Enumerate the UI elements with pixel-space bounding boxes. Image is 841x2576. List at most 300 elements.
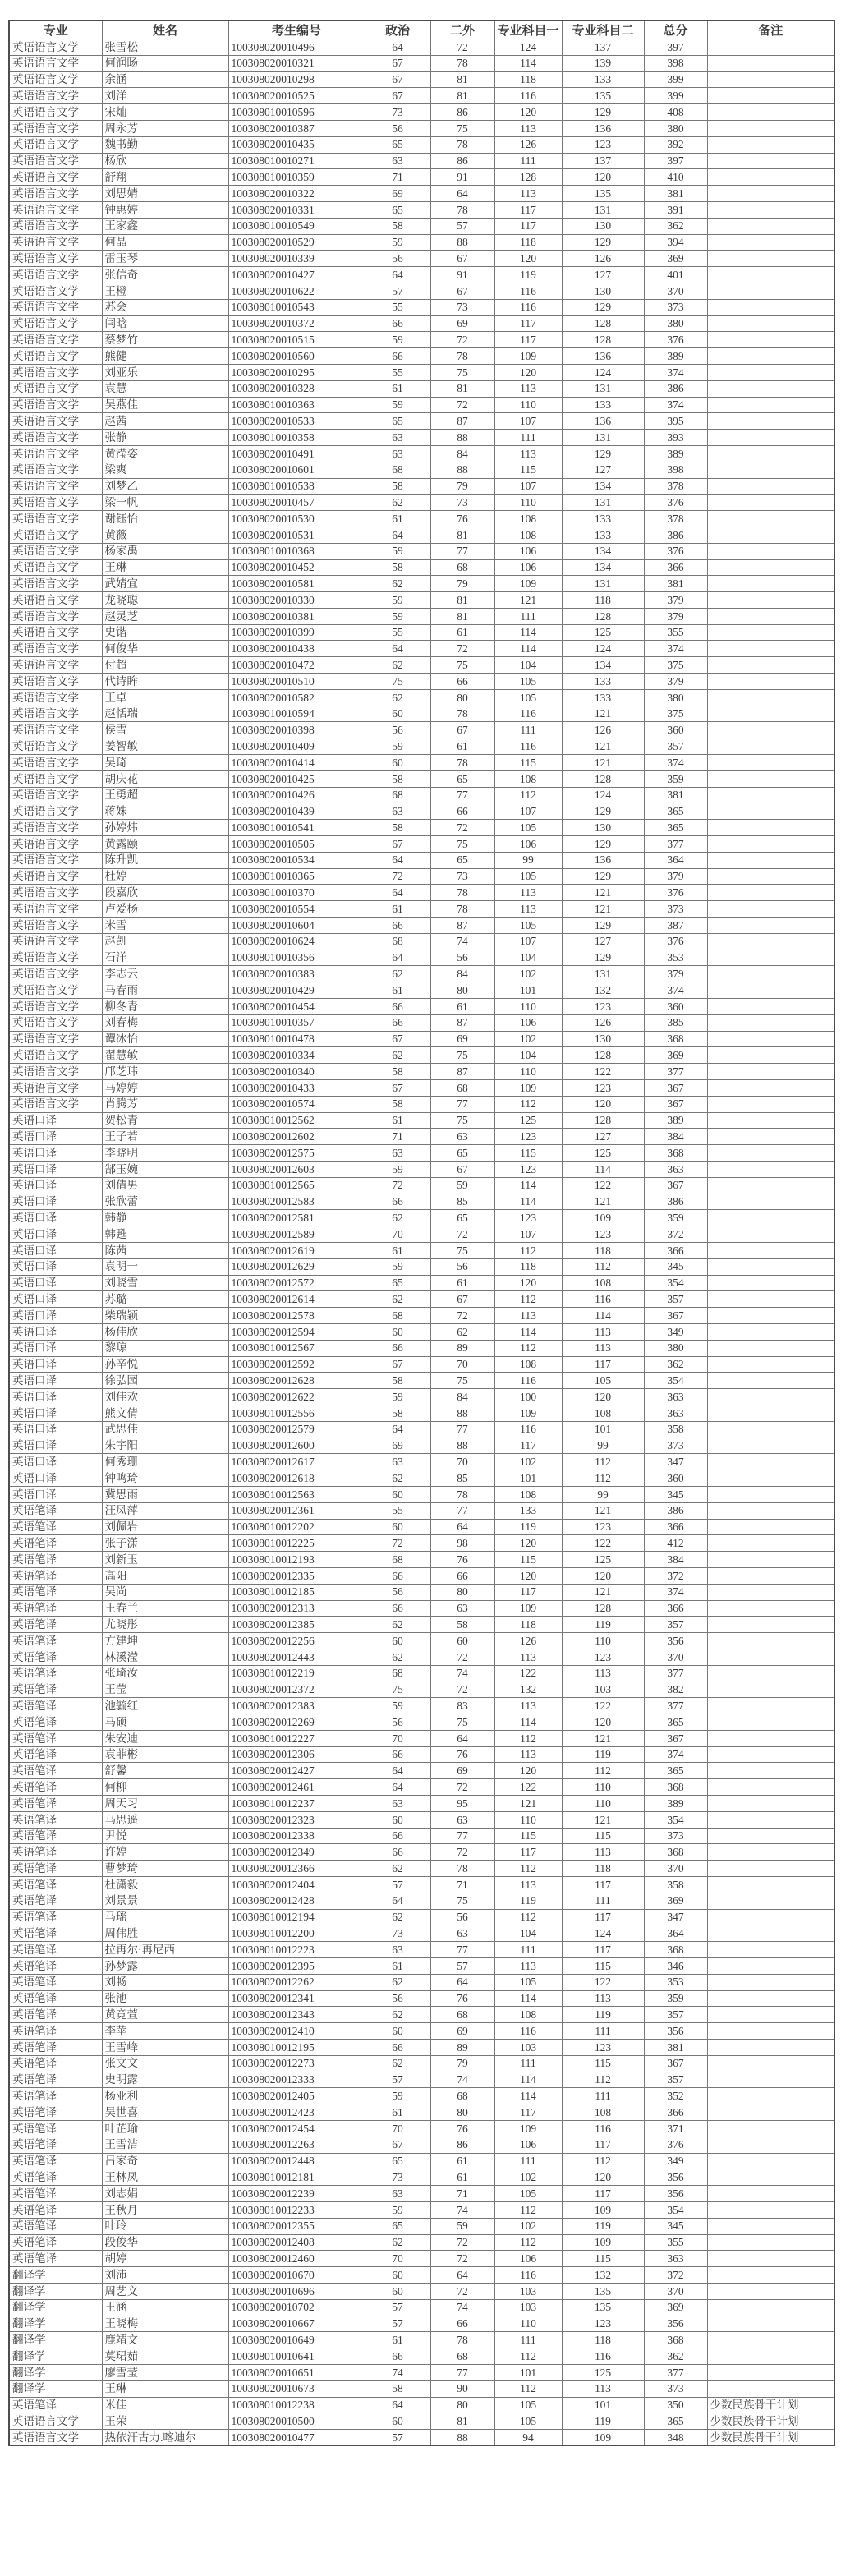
cell-candidate-id: 100308020012460 <box>228 2251 365 2267</box>
cell-politics: 60 <box>365 755 430 771</box>
cell-major-subject-2: 121 <box>562 1811 644 1828</box>
cell-total-score: 398 <box>644 55 707 71</box>
cell-remark <box>707 1129 834 1145</box>
cell-politics: 62 <box>365 1470 430 1487</box>
cell-politics: 66 <box>365 918 430 934</box>
cell-candidate-id: 100308020012349 <box>228 1844 365 1861</box>
table-row <box>9 1942 834 1958</box>
cell-major: 英语语言文学 <box>9 494 102 511</box>
cell-second-foreign-language: 86 <box>430 153 494 169</box>
cell-major-subject-2: 123 <box>562 999 644 1015</box>
cell-remark <box>707 1796 834 1812</box>
cell-total-score: 350 <box>644 2397 707 2413</box>
cell-major-subject-2: 110 <box>562 1633 644 1649</box>
cell-candidate-id: 100308020010534 <box>228 852 365 868</box>
cell-candidate-id: 100308010012193 <box>228 1552 365 1568</box>
cell-name: 邝芝玮 <box>102 1064 228 1080</box>
table-row <box>9 1633 834 1649</box>
cell-major: 英语笔译 <box>9 2023 102 2040</box>
cell-major: 翻译学 <box>9 2348 102 2365</box>
cell-remark <box>707 1519 834 1535</box>
cell-major-subject-2: 130 <box>562 218 644 234</box>
cell-major-subject-1: 107 <box>494 933 562 950</box>
cell-major-subject-2: 116 <box>562 1291 644 1308</box>
cell-major-subject-1: 110 <box>494 1811 562 1828</box>
cell-major-subject-2: 112 <box>562 2072 644 2088</box>
cell-second-foreign-language: 72 <box>430 1779 494 1796</box>
cell-major-subject-2: 103 <box>562 1681 644 1698</box>
cell-total-score: 389 <box>644 1112 707 1129</box>
cell-major: 英语语言文学 <box>9 624 102 641</box>
cell-major: 英语口译 <box>9 1373 102 1389</box>
column-header-major-subject-1: 专业科目一 <box>494 21 562 39</box>
cell-name: 冀思雨 <box>102 1486 228 1502</box>
table-row <box>9 1389 834 1405</box>
cell-candidate-id: 100308020010702 <box>228 2299 365 2316</box>
cell-remark <box>707 982 834 999</box>
cell-total-score: 377 <box>644 1698 707 1714</box>
cell-politics: 58 <box>365 2380 430 2397</box>
cell-total-score: 369 <box>644 251 707 267</box>
cell-name: 池毓红 <box>102 1698 228 1714</box>
table-row <box>9 1064 834 1080</box>
cell-candidate-id: 100308010010596 <box>228 104 365 121</box>
cell-candidate-id: 100308020010529 <box>228 234 365 251</box>
cell-total-score: 347 <box>644 1909 707 1925</box>
cell-major: 英语笔译 <box>9 1519 102 1535</box>
cell-major-subject-1: 123 <box>494 1210 562 1226</box>
cell-second-foreign-language: 78 <box>430 706 494 722</box>
table-row <box>9 1226 834 1243</box>
cell-remark <box>707 999 834 1015</box>
cell-name: 何柳 <box>102 1779 228 1796</box>
cell-politics: 62 <box>365 1909 430 1925</box>
cell-remark <box>707 852 834 868</box>
table-row <box>9 494 834 511</box>
cell-remark <box>707 413 834 430</box>
cell-major: 英语笔译 <box>9 1730 102 1746</box>
cell-major-subject-2: 105 <box>562 1373 644 1389</box>
cell-major: 英语语言文学 <box>9 1047 102 1064</box>
cell-name: 王橙 <box>102 283 228 299</box>
cell-politics: 62 <box>365 1649 430 1665</box>
cell-second-foreign-language: 78 <box>430 1486 494 1502</box>
cell-total-score: 389 <box>644 445 707 462</box>
cell-remark <box>707 1161 834 1177</box>
table-row <box>9 1031 834 1047</box>
cell-candidate-id: 100308020010433 <box>228 1080 365 1097</box>
cell-candidate-id: 100308020012583 <box>228 1194 365 1210</box>
table-row <box>9 755 834 771</box>
cell-politics: 55 <box>365 364 430 380</box>
table-row <box>9 315 834 332</box>
cell-politics: 63 <box>365 1454 430 1470</box>
cell-politics: 57 <box>365 2316 430 2332</box>
cell-second-foreign-language: 78 <box>430 55 494 71</box>
table-row <box>9 1047 834 1064</box>
cell-major-subject-1: 110 <box>494 494 562 511</box>
table-row <box>9 380 834 397</box>
cell-politics: 63 <box>365 1145 430 1162</box>
cell-second-foreign-language: 67 <box>430 722 494 738</box>
table-row <box>9 1698 834 1714</box>
cell-candidate-id: 100308020012313 <box>228 1600 365 1617</box>
cell-politics: 68 <box>365 1665 430 1681</box>
cell-total-score: 370 <box>644 1861 707 1877</box>
cell-second-foreign-language: 63 <box>430 1811 494 1828</box>
cell-major-subject-1: 104 <box>494 1047 562 1064</box>
cell-major-subject-2: 121 <box>562 738 644 755</box>
cell-name: 刘倩男 <box>102 1177 228 1194</box>
cell-total-score: 379 <box>644 868 707 885</box>
cell-major: 英语笔译 <box>9 1925 102 1942</box>
cell-second-foreign-language: 68 <box>430 2007 494 2023</box>
cell-politics: 73 <box>365 1925 430 1942</box>
cell-major-subject-2: 132 <box>562 982 644 999</box>
cell-second-foreign-language: 62 <box>430 1323 494 1340</box>
cell-name: 舒馨 <box>102 1763 228 1779</box>
table-row <box>9 2088 834 2104</box>
cell-remark <box>707 836 834 853</box>
cell-remark <box>707 1112 834 1129</box>
cell-total-score: 399 <box>644 88 707 104</box>
cell-second-foreign-language: 68 <box>430 1080 494 1097</box>
table-row <box>9 1796 834 1812</box>
cell-candidate-id: 100308010010358 <box>228 430 365 446</box>
cell-remark <box>707 657 834 674</box>
cell-name: 王琳 <box>102 559 228 576</box>
cell-major-subject-2: 113 <box>562 1844 644 1861</box>
cell-candidate-id: 100308020010454 <box>228 999 365 1015</box>
cell-major-subject-1: 121 <box>494 592 562 609</box>
cell-second-foreign-language: 77 <box>430 1828 494 1844</box>
cell-name: 武思佳 <box>102 1421 228 1438</box>
cell-major: 英语语言文学 <box>9 2413 102 2430</box>
cell-major-subject-2: 119 <box>562 2413 644 2430</box>
cell-major-subject-2: 130 <box>562 820 644 836</box>
cell-total-score: 397 <box>644 39 707 56</box>
cell-major-subject-1: 107 <box>494 1226 562 1243</box>
cell-major-subject-1: 122 <box>494 1665 562 1681</box>
cell-total-score: 369 <box>644 1893 707 1909</box>
cell-politics: 61 <box>365 380 430 397</box>
table-row <box>9 901 834 918</box>
cell-name: 雷玉琴 <box>102 251 228 267</box>
cell-major-subject-1: 112 <box>494 1730 562 1746</box>
cell-politics: 74 <box>365 2364 430 2380</box>
cell-politics: 67 <box>365 1031 430 1047</box>
cell-second-foreign-language: 59 <box>430 1177 494 1194</box>
cell-politics: 55 <box>365 1502 430 1519</box>
table-row <box>9 1323 834 1340</box>
cell-second-foreign-language: 76 <box>430 1746 494 1763</box>
cell-politics: 60 <box>365 706 430 722</box>
cell-total-score: 376 <box>644 332 707 348</box>
cell-name: 朱宇阳 <box>102 1438 228 1454</box>
cell-candidate-id: 100308020010383 <box>228 966 365 982</box>
table-row <box>9 559 834 576</box>
cell-second-foreign-language: 75 <box>430 1714 494 1731</box>
cell-candidate-id: 100308020010515 <box>228 332 365 348</box>
table-row <box>9 836 834 853</box>
cell-second-foreign-language: 63 <box>430 1600 494 1617</box>
cell-major: 英语笔译 <box>9 1828 102 1844</box>
cell-name: 王琳 <box>102 2380 228 2397</box>
cell-remark <box>707 933 834 950</box>
cell-name: 刘新玉 <box>102 1552 228 1568</box>
cell-remark <box>707 267 834 283</box>
cell-second-foreign-language: 81 <box>430 88 494 104</box>
cell-major-subject-2: 135 <box>562 2283 644 2299</box>
cell-major-subject-2: 134 <box>562 559 644 576</box>
cell-major: 英语笔译 <box>9 2088 102 2104</box>
cell-remark <box>707 478 834 494</box>
cell-major-subject-1: 110 <box>494 2316 562 2332</box>
cell-major-subject-1: 106 <box>494 2137 562 2153</box>
cell-total-score: 352 <box>644 2088 707 2104</box>
cell-major: 英语口译 <box>9 1291 102 1308</box>
table-row <box>9 657 834 674</box>
cell-second-foreign-language: 64 <box>430 2267 494 2284</box>
cell-name: 张文文 <box>102 2055 228 2072</box>
cell-major-subject-1: 109 <box>494 1405 562 1421</box>
cell-major: 英语语言文学 <box>9 1064 102 1080</box>
cell-major-subject-2: 112 <box>562 2153 644 2169</box>
cell-total-score: 376 <box>644 494 707 511</box>
table-row <box>9 1014 834 1031</box>
cell-total-score: 348 <box>644 2430 707 2446</box>
cell-politics: 67 <box>365 71 430 88</box>
cell-total-score: 373 <box>644 299 707 315</box>
table-row <box>9 2251 834 2267</box>
cell-major: 英语语言文学 <box>9 641 102 657</box>
cell-total-score: 358 <box>644 1877 707 1893</box>
cell-politics: 68 <box>365 1552 430 1568</box>
cell-major-subject-1: 132 <box>494 1681 562 1698</box>
cell-total-score: 349 <box>644 1323 707 1340</box>
cell-major: 英语语言文学 <box>9 868 102 885</box>
cell-total-score: 379 <box>644 592 707 609</box>
cell-total-score: 359 <box>644 770 707 787</box>
cell-second-foreign-language: 75 <box>430 1893 494 1909</box>
table-row <box>9 1421 834 1438</box>
cell-candidate-id: 100308010012225 <box>228 1535 365 1552</box>
cell-major-subject-1: 113 <box>494 1308 562 1324</box>
table-row <box>9 2104 834 2121</box>
cell-name: 黄滢姿 <box>102 445 228 462</box>
cell-candidate-id: 100308020010574 <box>228 1096 365 1112</box>
cell-major-subject-2: 130 <box>562 283 644 299</box>
table-row <box>9 153 834 169</box>
cell-second-foreign-language: 98 <box>430 1535 494 1552</box>
cell-total-score: 380 <box>644 689 707 706</box>
cell-second-foreign-language: 67 <box>430 283 494 299</box>
cell-candidate-id: 100308010010543 <box>228 299 365 315</box>
cell-second-foreign-language: 77 <box>430 1096 494 1112</box>
cell-total-score: 358 <box>644 1421 707 1438</box>
cell-major-subject-2: 132 <box>562 2267 644 2284</box>
cell-major-subject-1: 117 <box>494 2104 562 2121</box>
cell-politics: 64 <box>365 641 430 657</box>
cell-second-foreign-language: 95 <box>430 1796 494 1812</box>
cell-candidate-id: 100308020012454 <box>228 2121 365 2137</box>
cell-remark <box>707 1535 834 1552</box>
table-row <box>9 706 834 722</box>
cell-major: 英语笔译 <box>9 1877 102 1893</box>
cell-name: 刘沛 <box>102 2267 228 2284</box>
cell-remark <box>707 674 834 690</box>
cell-candidate-id: 100308020012581 <box>228 1210 365 1226</box>
cell-major-subject-1: 117 <box>494 1584 562 1600</box>
cell-politics: 60 <box>365 1811 430 1828</box>
table-row <box>9 2121 834 2137</box>
cell-name: 林溪滢 <box>102 1649 228 1665</box>
cell-politics: 61 <box>365 982 430 999</box>
cell-name: 杨欣 <box>102 153 228 169</box>
table-row <box>9 88 834 104</box>
cell-remark <box>707 169 834 186</box>
cell-major-subject-2: 122 <box>562 1177 644 1194</box>
cell-remark <box>707 543 834 559</box>
table-row <box>9 186 834 202</box>
cell-major-subject-1: 112 <box>494 1291 562 1308</box>
cell-politics: 58 <box>365 1096 430 1112</box>
cell-remark <box>707 1811 834 1828</box>
cell-major: 英语语言文学 <box>9 770 102 787</box>
cell-name: 谢钰怡 <box>102 511 228 527</box>
cell-second-foreign-language: 78 <box>430 1861 494 1877</box>
cell-politics: 59 <box>365 2088 430 2104</box>
cell-candidate-id: 100308020010426 <box>228 787 365 803</box>
cell-name: 钟惠婷 <box>102 201 228 218</box>
cell-name: 熊文倩 <box>102 1405 228 1421</box>
table-row <box>9 2316 834 2332</box>
cell-second-foreign-language: 74 <box>430 2299 494 2316</box>
cell-total-score: 356 <box>644 2169 707 2186</box>
table-row <box>9 608 834 624</box>
cell-total-score: 367 <box>644 2055 707 2072</box>
cell-remark <box>707 332 834 348</box>
cell-politics: 64 <box>365 1763 430 1779</box>
table-row <box>9 2283 834 2299</box>
cell-name: 刘志娟 <box>102 2186 228 2202</box>
cell-candidate-id: 100308010012223 <box>228 1942 365 1958</box>
cell-major-subject-2: 123 <box>562 136 644 153</box>
cell-candidate-id: 100308020010667 <box>228 2316 365 2332</box>
cell-major: 英语语言文学 <box>9 592 102 609</box>
cell-politics: 59 <box>365 738 430 755</box>
cell-name: 朱安迪 <box>102 1730 228 1746</box>
cell-name: 翟慧敏 <box>102 1047 228 1064</box>
cell-total-score: 354 <box>644 1811 707 1828</box>
cell-major-subject-1: 114 <box>494 1714 562 1731</box>
cell-major: 英语语言文学 <box>9 706 102 722</box>
cell-candidate-id: 100308020010533 <box>228 413 365 430</box>
cell-major-subject-1: 113 <box>494 1877 562 1893</box>
cell-second-foreign-language: 75 <box>430 1112 494 1129</box>
cell-major: 英语语言文学 <box>9 136 102 153</box>
cell-major-subject-2: 124 <box>562 1925 644 1942</box>
cell-candidate-id: 100308020012341 <box>228 1990 365 2007</box>
cell-major-subject-2: 127 <box>562 267 644 283</box>
cell-candidate-id: 100308010012567 <box>228 1340 365 1356</box>
cell-second-foreign-language: 64 <box>430 186 494 202</box>
table-row <box>9 413 834 430</box>
cell-major: 英语笔译 <box>9 1763 102 1779</box>
cell-second-foreign-language: 61 <box>430 2169 494 2186</box>
cell-major-subject-1: 116 <box>494 88 562 104</box>
cell-remark <box>707 1389 834 1405</box>
cell-major: 英语笔译 <box>9 1502 102 1519</box>
cell-major: 英语笔译 <box>9 2072 102 2088</box>
cell-name: 赵恬瑞 <box>102 706 228 722</box>
cell-major-subject-1: 102 <box>494 1454 562 1470</box>
cell-major: 翻译学 <box>9 2380 102 2397</box>
cell-candidate-id: 100308020010624 <box>228 933 365 950</box>
cell-candidate-id: 100308020012273 <box>228 2055 365 2072</box>
cell-politics: 65 <box>365 1275 430 1291</box>
cell-name: 许婷 <box>102 1844 228 1861</box>
cell-politics: 62 <box>365 1617 430 1633</box>
cell-major-subject-2: 128 <box>562 332 644 348</box>
cell-major: 英语笔译 <box>9 1567 102 1584</box>
cell-politics: 67 <box>365 836 430 853</box>
cell-major: 英语笔译 <box>9 2201 102 2218</box>
cell-major-subject-1: 117 <box>494 332 562 348</box>
table-row <box>9 2137 834 2153</box>
cell-major-subject-1: 105 <box>494 820 562 836</box>
cell-total-score: 394 <box>644 234 707 251</box>
cell-candidate-id: 100308020010398 <box>228 722 365 738</box>
cell-total-score: 376 <box>644 543 707 559</box>
cell-candidate-id: 100308020012572 <box>228 1275 365 1291</box>
cell-candidate-id: 100308020012578 <box>228 1308 365 1324</box>
cell-second-foreign-language: 87 <box>430 1064 494 1080</box>
cell-major-subject-1: 120 <box>494 104 562 121</box>
cell-politics: 68 <box>365 1308 430 1324</box>
cell-politics: 57 <box>365 283 430 299</box>
cell-politics: 60 <box>365 2413 430 2430</box>
cell-major: 英语语言文学 <box>9 299 102 315</box>
cell-major: 翻译学 <box>9 2332 102 2348</box>
cell-major-subject-1: 99 <box>494 852 562 868</box>
column-header-politics: 政治 <box>365 21 430 39</box>
cell-candidate-id: 100308020012448 <box>228 2153 365 2169</box>
table-row <box>9 1308 834 1324</box>
cell-remark <box>707 1258 834 1275</box>
cell-politics: 57 <box>365 1877 430 1893</box>
cell-major-subject-1: 113 <box>494 901 562 918</box>
cell-politics: 65 <box>365 136 430 153</box>
cell-total-score: 374 <box>644 364 707 380</box>
cell-major: 英语笔译 <box>9 1633 102 1649</box>
cell-name: 梁爽 <box>102 462 228 478</box>
cell-name: 方建坤 <box>102 1633 228 1649</box>
cell-candidate-id: 100308020010500 <box>228 2413 365 2430</box>
cell-remark <box>707 2055 834 2072</box>
cell-candidate-id: 100308010010594 <box>228 706 365 722</box>
table-row <box>9 1194 834 1210</box>
cell-major-subject-2: 137 <box>562 153 644 169</box>
cell-major: 英语笔译 <box>9 2186 102 2202</box>
cell-major-subject-2: 108 <box>562 1275 644 1291</box>
cell-name: 马瑶 <box>102 1909 228 1925</box>
cell-remark <box>707 2201 834 2218</box>
cell-politics: 67 <box>365 1080 430 1097</box>
cell-major: 英语笔译 <box>9 1552 102 1568</box>
cell-major-subject-1: 111 <box>494 153 562 169</box>
cell-politics: 62 <box>365 1974 430 1990</box>
